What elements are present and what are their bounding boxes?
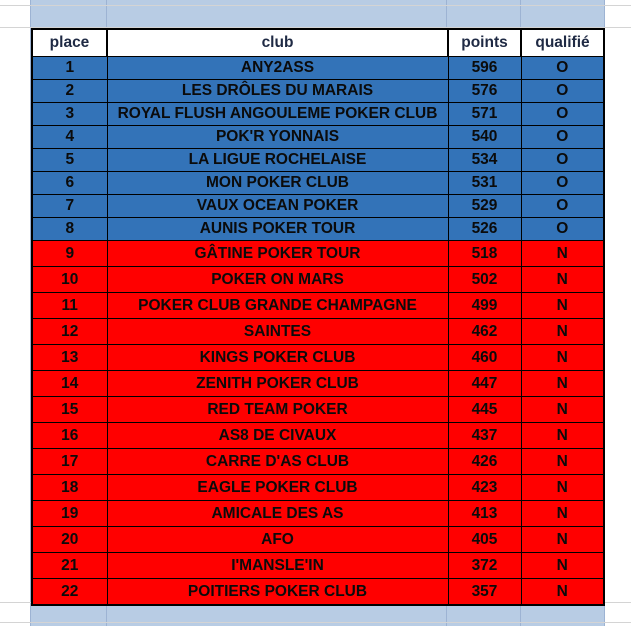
cell-qualifie[interactable]: O	[521, 172, 604, 195]
cell-club[interactable]: AMICALE DES AS	[107, 501, 448, 527]
cell-place[interactable]: 15	[32, 397, 107, 423]
cell-points[interactable]: 462	[448, 319, 521, 345]
table-row	[32, 527, 604, 553]
cell-place[interactable]: 12	[32, 319, 107, 345]
cell-club[interactable]: AS8 DE CIVAUX	[107, 423, 448, 449]
cell-club[interactable]: ANY2ASS	[107, 57, 448, 80]
cell-club[interactable]: MON POKER CLUB	[107, 172, 448, 195]
cell-club[interactable]: POK'R YONNAIS	[107, 126, 448, 149]
header-row	[32, 29, 604, 57]
cell-place[interactable]: 19	[32, 501, 107, 527]
cell-club[interactable]: KINGS POKER CLUB	[107, 345, 448, 371]
table-row	[32, 126, 604, 149]
cell-place[interactable]: 20	[32, 527, 107, 553]
cell-qualifie[interactable]: N	[521, 371, 604, 397]
cell-place[interactable]: 7	[32, 195, 107, 218]
cell-qualifie[interactable]: O	[521, 149, 604, 172]
table-row	[32, 423, 604, 449]
header-place[interactable]: place	[32, 29, 107, 57]
cell-qualifie[interactable]: O	[521, 218, 604, 241]
table-row	[32, 319, 604, 345]
cell-points[interactable]: 460	[448, 345, 521, 371]
cell-qualifie[interactable]: N	[521, 553, 604, 579]
cell-points[interactable]: 534	[448, 149, 521, 172]
grid-row-line	[0, 622, 631, 623]
cell-points[interactable]: 529	[448, 195, 521, 218]
header-qualifie[interactable]: qualifié	[521, 29, 604, 57]
cell-club[interactable]: VAUX OCEAN POKER	[107, 195, 448, 218]
cell-club[interactable]: POITIERS POKER CLUB	[107, 579, 448, 606]
cell-points[interactable]: 405	[448, 527, 521, 553]
table-row	[32, 579, 604, 606]
table-row	[32, 218, 604, 241]
cell-place[interactable]: 6	[32, 172, 107, 195]
ranking-rows	[32, 57, 604, 606]
cell-points[interactable]: 571	[448, 103, 521, 126]
cell-club[interactable]: SAINTES	[107, 319, 448, 345]
cell-place[interactable]: 17	[32, 449, 107, 475]
cell-qualifie[interactable]: O	[521, 80, 604, 103]
cell-place[interactable]: 10	[32, 267, 107, 293]
cell-club[interactable]: CARRE D'AS CLUB	[107, 449, 448, 475]
cell-qualifie[interactable]: O	[521, 195, 604, 218]
cell-points[interactable]: 426	[448, 449, 521, 475]
cell-place[interactable]: 21	[32, 553, 107, 579]
cell-qualifie[interactable]: N	[521, 475, 604, 501]
cell-place[interactable]: 13	[32, 345, 107, 371]
cell-place[interactable]: 2	[32, 80, 107, 103]
cell-club[interactable]: AFO	[107, 527, 448, 553]
cell-points[interactable]: 445	[448, 397, 521, 423]
cell-club[interactable]: RED TEAM POKER	[107, 397, 448, 423]
cell-place[interactable]: 3	[32, 103, 107, 126]
cell-place[interactable]: 18	[32, 475, 107, 501]
cell-points[interactable]: 413	[448, 501, 521, 527]
cell-qualifie[interactable]: N	[521, 527, 604, 553]
cell-qualifie[interactable]: N	[521, 241, 604, 267]
header-club[interactable]: club	[107, 29, 448, 57]
ranking-table	[31, 28, 605, 606]
table-row	[32, 475, 604, 501]
table-row	[32, 449, 604, 475]
cell-qualifie[interactable]: N	[521, 319, 604, 345]
cell-qualifie[interactable]: N	[521, 345, 604, 371]
cell-qualifie[interactable]: O	[521, 57, 604, 80]
cell-club[interactable]: LA LIGUE ROCHELAISE	[107, 149, 448, 172]
cell-qualifie[interactable]: N	[521, 501, 604, 527]
cell-club[interactable]: LES DRÔLES DU MARAIS	[107, 80, 448, 103]
cell-points[interactable]: 502	[448, 267, 521, 293]
cell-place[interactable]: 11	[32, 293, 107, 319]
cell-points[interactable]: 526	[448, 218, 521, 241]
cell-points[interactable]: 576	[448, 80, 521, 103]
table-row	[32, 80, 604, 103]
cell-points[interactable]: 499	[448, 293, 521, 319]
grid-row-line	[0, 5, 631, 6]
cell-points[interactable]: 372	[448, 553, 521, 579]
cell-place[interactable]: 5	[32, 149, 107, 172]
cell-qualifie[interactable]: N	[521, 397, 604, 423]
cell-points[interactable]: 531	[448, 172, 521, 195]
cell-club[interactable]: POKER ON MARS	[107, 267, 448, 293]
cell-club[interactable]: AUNIS POKER TOUR	[107, 218, 448, 241]
cell-qualifie[interactable]: O	[521, 103, 604, 126]
cell-place[interactable]: 14	[32, 371, 107, 397]
table-row	[32, 501, 604, 527]
table-row	[32, 172, 604, 195]
cell-place[interactable]: 22	[32, 579, 107, 606]
table-row	[32, 149, 604, 172]
table-row	[32, 345, 604, 371]
cell-qualifie[interactable]: N	[521, 267, 604, 293]
cell-place[interactable]: 8	[32, 218, 107, 241]
cell-club[interactable]: ROYAL FLUSH ANGOULEME POKER CLUB	[107, 103, 448, 126]
table-row	[32, 103, 604, 126]
cell-club[interactable]: POKER CLUB GRANDE CHAMPAGNE	[107, 293, 448, 319]
table-row	[32, 371, 604, 397]
cell-qualifie[interactable]: O	[521, 126, 604, 149]
cell-qualifie[interactable]: N	[521, 579, 604, 606]
cell-qualifie[interactable]: N	[521, 423, 604, 449]
cell-place[interactable]: 1	[32, 57, 107, 80]
cell-qualifie[interactable]: N	[521, 449, 604, 475]
table-row	[32, 57, 604, 80]
table-row	[32, 241, 604, 267]
cell-points[interactable]: 596	[448, 57, 521, 80]
table-row	[32, 195, 604, 218]
header-points[interactable]: points	[448, 29, 521, 57]
cell-place[interactable]: 4	[32, 126, 107, 149]
cell-points[interactable]: 540	[448, 126, 521, 149]
cell-club[interactable]: GÂTINE POKER TOUR	[107, 241, 448, 267]
cell-points[interactable]: 423	[448, 475, 521, 501]
cell-qualifie[interactable]: N	[521, 293, 604, 319]
cell-place[interactable]: 16	[32, 423, 107, 449]
cell-points[interactable]: 357	[448, 579, 521, 606]
cell-points[interactable]: 447	[448, 371, 521, 397]
cell-club[interactable]: EAGLE POKER CLUB	[107, 475, 448, 501]
cell-place[interactable]: 9	[32, 241, 107, 267]
cell-points[interactable]: 518	[448, 241, 521, 267]
table-row	[32, 397, 604, 423]
cell-club[interactable]: I'MANSLE'IN	[107, 553, 448, 579]
table-row	[32, 267, 604, 293]
cell-club[interactable]: ZENITH POKER CLUB	[107, 371, 448, 397]
table-row	[32, 553, 604, 579]
cell-points[interactable]: 437	[448, 423, 521, 449]
table-row	[32, 293, 604, 319]
